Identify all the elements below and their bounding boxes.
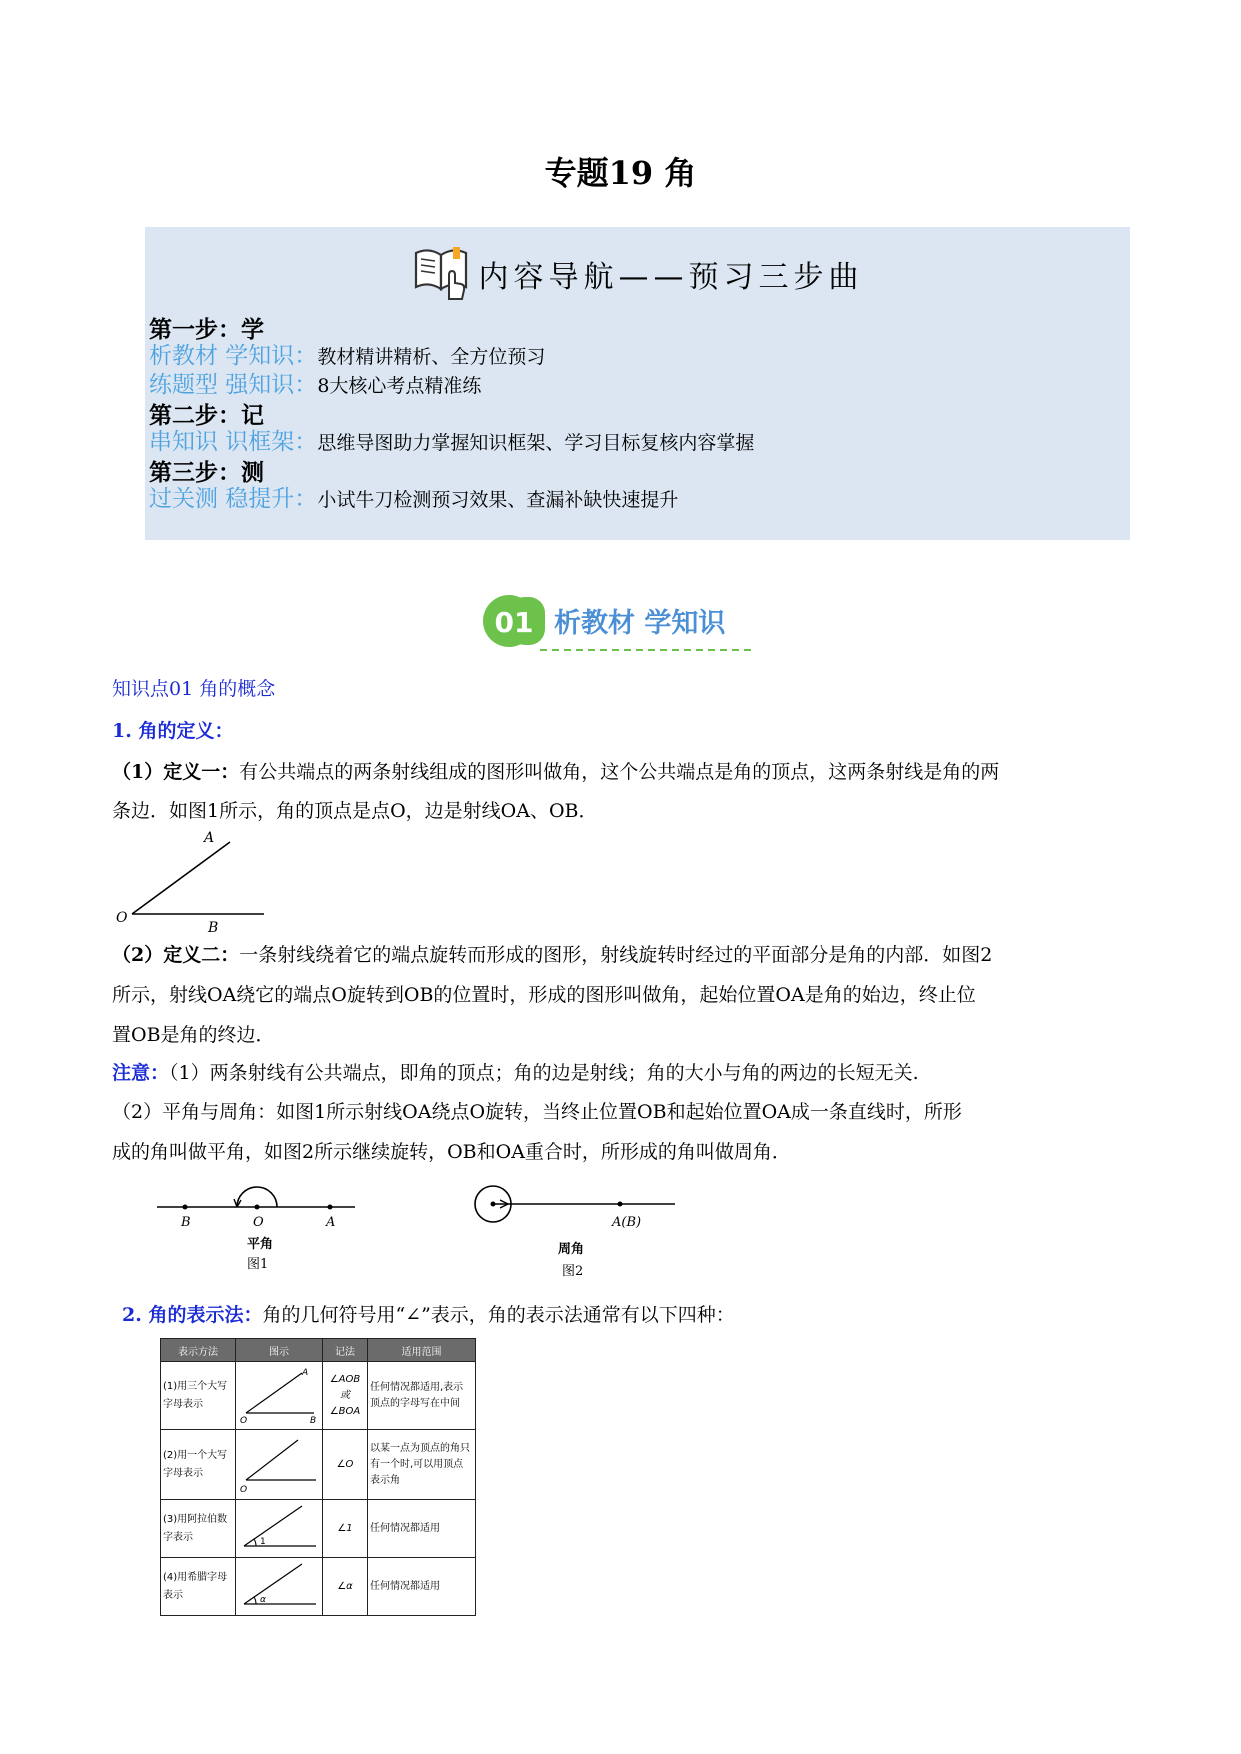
definition-one-text-b: 条边．如图1所示，角的顶点是点O，边是射线OA、OB． — [112, 800, 598, 822]
row-figure — [236, 1430, 323, 1500]
representation-line — [122, 1300, 735, 1327]
nav-line-1-text: 教材精讲精析、全方位预习 — [317, 346, 546, 368]
nav-line-2-text: 8大核心考点精准练 — [317, 375, 482, 397]
book-pointer-icon — [411, 243, 473, 305]
table-header-figure: 图示 — [236, 1339, 323, 1362]
nav-line-2-label: 练题型 强知识： — [149, 372, 318, 398]
definition-two-line-1 — [112, 940, 992, 967]
row-scope: 以某一点为顶点的角只有一个时,可以用顶点表示角 — [368, 1430, 476, 1500]
straight-label-o: O — [253, 1215, 264, 1230]
figure-2-caption: 图2 — [562, 1264, 584, 1279]
row-notation: ∠AOB 或 ∠BOA — [323, 1362, 368, 1430]
note-label: 注意： — [112, 1062, 170, 1084]
section-title: 析教材 学知识 — [554, 608, 726, 639]
definition-one-text-a: 有公共端点的两条射线组成的图形叫做角，这个公共端点是角的顶点，这两条射线是角的两 — [239, 761, 1000, 783]
table-header-row — [161, 1339, 476, 1362]
definition-two-text-b: 所示，射线OA绕它的端点O旋转到OB的位置时，形成的图形叫做角，起始位置OA是角的始边，终止位 — [112, 984, 976, 1006]
nav-line-4-label: 过关测 稳提升： — [149, 486, 318, 512]
angle-figure-1 — [112, 828, 272, 938]
round-angle-name: 周角 — [558, 1242, 585, 1257]
straight-angle-name: 平角 — [247, 1237, 274, 1252]
definition-heading: 1. 角的定义： — [112, 720, 234, 742]
fig-label: O — [240, 1416, 248, 1425]
definition-two-text-c: 置OB是角的终边． — [112, 1024, 275, 1046]
definition-one-label: （1）定义一： — [112, 761, 240, 783]
angle-notation-table — [160, 1338, 476, 1616]
row-method: (4)用希腊字母表示 — [161, 1558, 236, 1616]
fig-label: O — [240, 1485, 248, 1494]
fig-label: A — [302, 1368, 309, 1378]
nav-line-1-label: 析教材 学知识： — [149, 343, 318, 369]
fig-label: 1 — [260, 1537, 266, 1547]
row-figure — [236, 1362, 323, 1430]
nav-line-3-label: 串知识 识框架： — [149, 429, 318, 455]
straight-angle-figure — [155, 1180, 365, 1270]
straight-label-b: B — [181, 1215, 191, 1230]
definition-one-line-1 — [112, 757, 999, 784]
row-scope: 任何情况都适用 — [368, 1558, 476, 1616]
label-o: O — [116, 910, 128, 926]
nav-line-4 — [149, 480, 678, 513]
table-header-scope: 适用范围 — [368, 1339, 476, 1362]
figure-1-caption: 图1 — [247, 1257, 269, 1270]
row-scope: 任何情况都适用,表示顶点的字母写在中间 — [368, 1362, 476, 1430]
section-number: 01 — [494, 606, 534, 639]
step-two-heading: 第二步：记 — [149, 402, 264, 429]
table-row — [161, 1430, 476, 1500]
nav-line-3 — [149, 423, 754, 456]
step-three-heading: 第三步：测 — [149, 459, 264, 486]
label-a: A — [204, 830, 215, 846]
content-navigation-box — [145, 227, 1130, 540]
note-2-text-b: 成的角叫做平角，如图2所示继续旋转，OB和OA重合时，所形成的角叫做周角． — [112, 1141, 791, 1163]
page-title: 专题19 角 — [544, 154, 697, 192]
knowledge-point-heading: 知识点01 角的概念 — [112, 678, 276, 700]
row-notation: ∠1 — [323, 1500, 368, 1558]
row-method: (2)用一个大写字母表示 — [161, 1430, 236, 1500]
straight-label-a: A — [326, 1215, 336, 1230]
nav-line-3-text: 思维导图助力掌握知识框架、学习目标复核内容掌握 — [317, 432, 755, 454]
nav-heading — [145, 243, 1130, 305]
round-label-ab: A(B) — [612, 1215, 642, 1230]
fig-label: α — [260, 1595, 266, 1605]
nav-title: 内容导航——预习三步曲 — [478, 260, 864, 295]
row-scope: 任何情况都适用 — [368, 1500, 476, 1558]
definition-two-label: （2）定义二： — [112, 944, 240, 966]
nav-line-4-text: 小试牛刀检测预习效果、查漏补缺快速提升 — [317, 489, 679, 511]
table-row — [161, 1500, 476, 1558]
table-header-notation: 记法 — [323, 1339, 368, 1362]
table-row — [161, 1362, 476, 1430]
row-method: (1)用三个大写字母表示 — [161, 1362, 236, 1430]
round-angle-figure — [470, 1180, 685, 1280]
fig-label: B — [310, 1416, 317, 1425]
nav-line-2 — [149, 366, 481, 399]
row-figure — [236, 1558, 323, 1616]
row-notation: ∠O — [323, 1430, 368, 1500]
step-one-heading: 第一步：学 — [149, 316, 264, 343]
table-row — [161, 1558, 476, 1616]
row-method: (3)用阿拉伯数字表示 — [161, 1500, 236, 1558]
table-header-method: 表示方法 — [161, 1339, 236, 1362]
note-2-text-a: （2）平角与周角：如图1所示射线OA绕点O旋转，当终止位置OB和起始位置OA成一条直线时，所形 — [112, 1101, 962, 1123]
row-figure — [236, 1500, 323, 1558]
row-notation: ∠α — [323, 1558, 368, 1616]
representation-text: 角的几何符号用“∠”表示，角的表示法通常有以下四种： — [262, 1304, 735, 1326]
representation-heading: 2. 角的表示法： — [122, 1304, 263, 1326]
section-badge — [480, 594, 770, 658]
note-1-text: （1）两条射线有公共端点，即角的顶点；角的边是射线；角的大小与角的两边的长短无关. — [169, 1062, 919, 1084]
definition-two-text-a: 一条射线绕着它的端点旋转而形成的图形，射线旋转时经过的平面部分是角的内部．如图2 — [239, 944, 993, 966]
note-line-1 — [112, 1058, 919, 1085]
label-b: B — [208, 920, 219, 936]
